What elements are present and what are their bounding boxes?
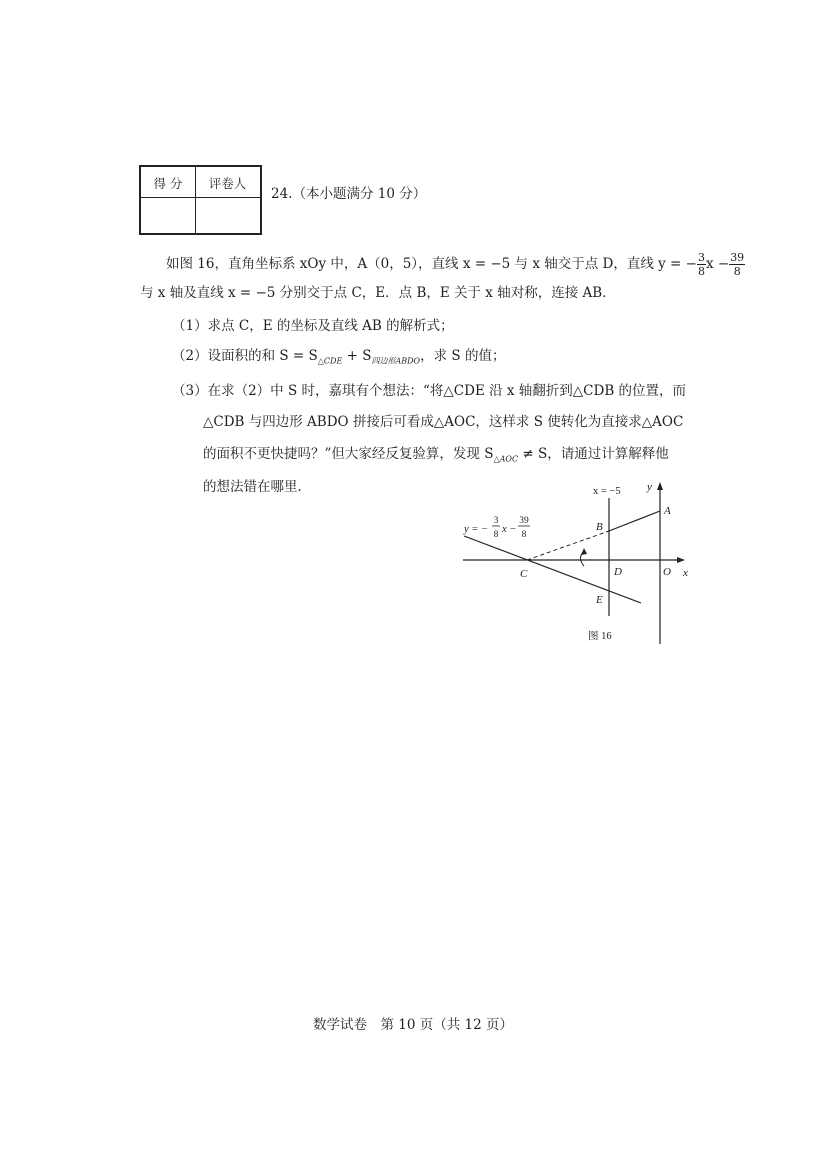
line-eq-frac2-den: 8 [521,530,527,540]
part3-text-b: ≠ S，请通过计算解释他 [518,446,669,462]
line-eq-frac2-num: 39 [519,516,529,526]
score-header: 得 分 [153,176,183,191]
part2-subscript-2: 四边形ABDO [371,356,421,366]
question-part1: （1）求点 C，E 的坐标及直线 AB 的解析式； [172,318,454,334]
question-part2 [172,346,505,372]
fold-arrowhead-icon [581,548,587,555]
part3-subscript: △AOC [493,454,519,464]
line-BA [609,511,660,531]
grader-cell[interactable] [195,198,260,233]
point-B-label: B [596,521,603,533]
question-part3-line1: （3）在求（2）中 S 时，嘉琪有个想法：“将△CDE 沿 x 轴翻折到△CDB 的位置，而 [172,383,687,399]
point-E-label: E [596,594,603,606]
point-C-label: C [520,568,528,580]
question-intro-line2: 与 x 轴及直线 x = −5 分别交于点 C，E．点 B，E 关于 x 轴对称，连接 AB． [140,285,616,301]
dashed-line-CB [527,531,609,560]
intro-fraction-2 [729,251,745,278]
score-cell[interactable] [141,198,195,233]
intro-text-mid: x − [705,256,730,272]
line-eq-frac1-num: 3 [493,516,499,526]
question-number-title: 24.（本小题满分 10 分） [271,186,427,202]
figure-16 [460,476,700,646]
line-eq-mid: x − [502,524,517,535]
label-x-axis: x [683,567,688,579]
grader-header: 评卷人 [208,176,247,191]
question-part3-line2: △CDB 与四边形 ABDO 拼接后可看成△AOC，这样求 S 使转化为直接求△AOC [203,414,684,430]
label-vertical-line: x = −5 [593,486,621,497]
part2-text-c: ，求 S 的值； [420,348,506,364]
x-axis-arrow-icon [677,557,685,563]
y-axis-arrow-icon [657,482,663,490]
part2-text-b: + S [342,348,372,364]
point-D-label: D [614,566,622,578]
figure-caption: 图 16 [588,631,612,642]
line-eq-frac1-den: 8 [493,530,499,540]
label-y-axis: y [647,481,652,493]
question-intro-line1 [166,251,745,278]
point-A-label: A [664,505,671,517]
fraction-denominator: 8 [697,265,705,278]
page-footer: 数学试卷 第 10 页（共 12 页） [313,1017,514,1033]
question-part3-line3 [203,444,669,470]
part3-text-a: 的面积不更快捷吗？”但大家经反复验算，发现 S [203,446,494,462]
point-O-label: O [663,566,671,578]
intro-fraction-1 [697,251,706,278]
score-table [139,165,262,235]
fraction-denominator: 8 [733,265,741,278]
part2-subscript-1: △CDE [317,356,343,366]
line-equation-prefix: y = − [464,524,489,535]
intro-text-1: 如图 16，直角坐标系 xOy 中，A（0，5），直线 x = −5 与 x 轴交于点 D，直线 y = − [166,256,697,272]
fraction-numerator: 39 [730,251,745,264]
fraction-numerator: 3 [697,251,705,264]
question-part3-line4: 的想法错在哪里． [203,479,311,495]
part2-text-a: （2）设面积的和 S = S [172,348,318,364]
